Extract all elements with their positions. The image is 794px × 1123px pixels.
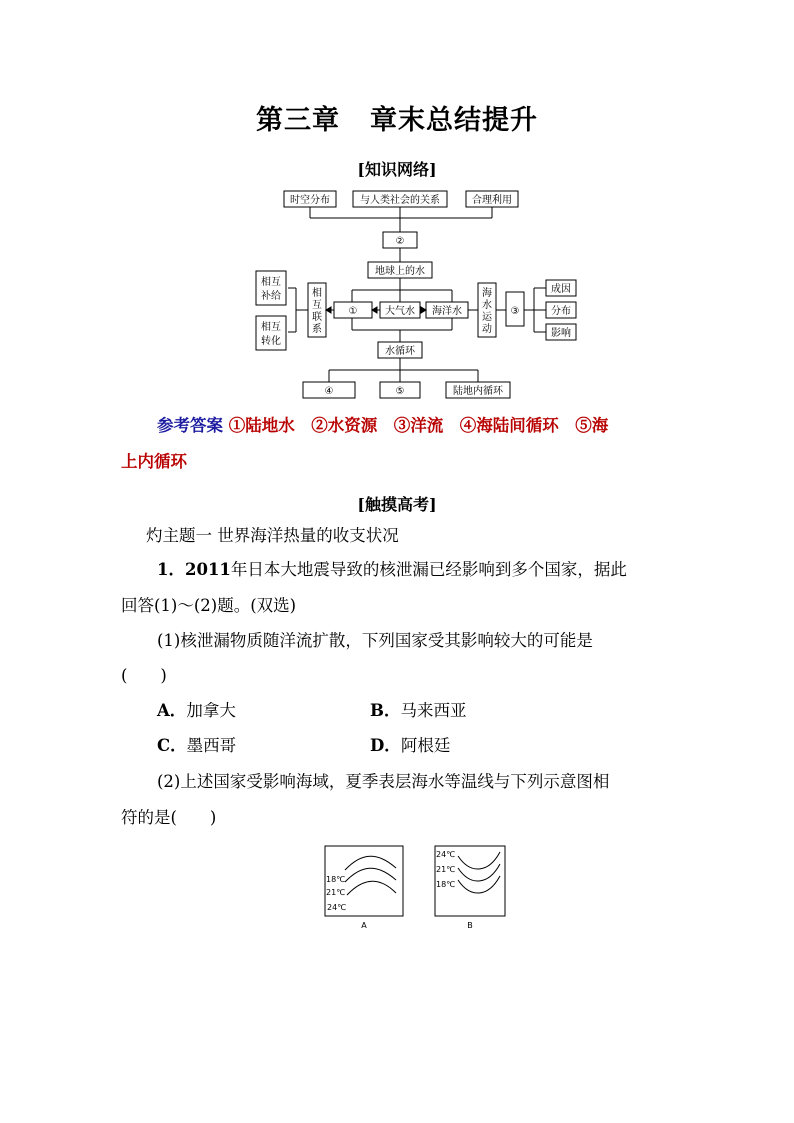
option-d-letter: D． xyxy=(370,736,401,755)
node-mutual-link-2: 互 xyxy=(312,300,322,311)
subquestion-2-line-1: (2)上述国家受影响海域，夏季表层海水等温线与下列示意图相 xyxy=(157,772,610,791)
chapter-number: 第三章 xyxy=(256,105,340,136)
node-mutual-link-1: 相 xyxy=(312,288,322,299)
node-earth-water: 地球上的水 xyxy=(375,266,425,277)
chapter-title: 章末总结提升 xyxy=(370,105,538,136)
figure-b-isotherm-2 xyxy=(458,864,500,881)
node-blank-4: ④ xyxy=(324,386,334,397)
answers-label: 参考答案 xyxy=(157,416,223,435)
node-mutual-transform-1: 相互 xyxy=(261,322,281,333)
question-1-type: (双选) xyxy=(250,596,297,615)
node-seawater-motion-3: 运 xyxy=(482,312,492,323)
node-mutual-link-3: 联 xyxy=(312,312,322,323)
option-b-letter: B． xyxy=(370,701,401,720)
option-b-text: 马来西亚 xyxy=(400,701,467,720)
node-blank-5: ⑤ xyxy=(395,386,405,397)
figure-a-caption: A xyxy=(361,921,367,930)
node-mutual-link-4: 系 xyxy=(312,324,322,335)
knowledge-network-heading: [知识网络] xyxy=(357,160,437,179)
node-land-cycle: 陆地内循环 xyxy=(453,386,503,397)
option-a-text: 加拿大 xyxy=(186,701,236,720)
node-atmos-water: 大气水 xyxy=(385,306,415,317)
node-seawater-motion-1: 海 xyxy=(482,288,492,299)
figure-a-label-3: 24℃ xyxy=(327,903,347,912)
node-ocean-water: 海洋水 xyxy=(432,306,462,317)
node-cause: 成因 xyxy=(551,284,571,295)
figure-b-caption: B xyxy=(467,921,473,930)
question-1-number: 1．2011 xyxy=(157,560,231,579)
figure-b-label-3: 18℃ xyxy=(436,880,456,889)
option-d-text: 阿根廷 xyxy=(400,736,451,755)
theme-title: 主题一 世界海洋热量的收支状况 xyxy=(162,526,399,545)
node-mutual-supply-1: 相互 xyxy=(261,277,281,288)
node-influence: 影响 xyxy=(551,328,571,339)
figure-a-label-2: 21℃ xyxy=(326,888,346,897)
subquestion-2-line-2: 符的是( ) xyxy=(121,808,217,827)
subquestion-1-line-2: ( ) xyxy=(121,666,167,685)
node-rational-use: 合理利用 xyxy=(472,195,512,206)
node-blank-3: ③ xyxy=(510,306,520,317)
figure-b-isotherm-3 xyxy=(458,876,500,893)
question-1-scope: 回答(1)～(2)题。 xyxy=(121,596,251,615)
option-c-letter: C． xyxy=(157,736,187,755)
node-human-relation: 与人类社会的关系 xyxy=(360,195,440,206)
figure-a-label-1: 18℃ xyxy=(326,875,346,884)
figure-a-isotherm-2 xyxy=(345,868,396,882)
option-c-text: 墨西哥 xyxy=(186,736,237,755)
figure-a-isotherm-3 xyxy=(347,881,396,895)
node-mutual-supply-2: 补给 xyxy=(261,291,281,302)
answers-text-1: ①陆地水 ②水资源 ③洋流 ④海陆间循环 ⑤海 xyxy=(223,416,609,435)
node-blank-2: ② xyxy=(395,236,405,247)
subquestion-1-line-1: (1)核泄漏物质随洋流扩散，下列国家受其影响较大的可能是 xyxy=(157,631,593,650)
question-1-text: 年日本大地震导致的核泄漏已经影响到多个国家，据此 xyxy=(230,560,627,579)
theme-icon: 灼 xyxy=(146,526,163,545)
answers-line-2: 上内循环 xyxy=(121,452,187,471)
node-blank-1: ① xyxy=(348,306,358,317)
node-seawater-motion-2: 水 xyxy=(482,300,492,311)
option-a-letter: A． xyxy=(157,701,187,720)
figure-b-label-2: 21℃ xyxy=(436,865,456,874)
node-distribution: 分布 xyxy=(551,306,571,317)
node-water-cycle: 水循环 xyxy=(385,346,415,357)
node-mutual-transform-2: 转化 xyxy=(261,336,281,347)
figure-b-isotherm-1 xyxy=(458,852,500,869)
node-spatiotemporal: 时空分布 xyxy=(290,195,330,206)
exam-heading: [触摸高考] xyxy=(357,495,437,514)
figure-b-label-1: 24℃ xyxy=(436,850,456,859)
node-seawater-motion-4: 动 xyxy=(482,324,492,335)
